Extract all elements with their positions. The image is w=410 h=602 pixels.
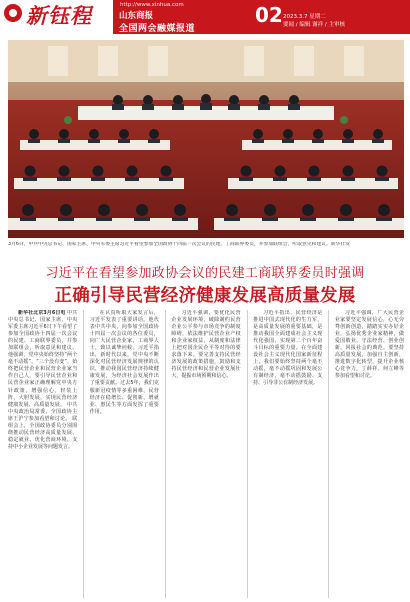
column-divider	[165, 310, 166, 598]
column-divider	[328, 310, 329, 598]
page-number: 02	[255, 3, 283, 27]
article-column-5	[335, 310, 404, 598]
article-column-2	[90, 310, 159, 598]
article-column-4	[253, 310, 322, 598]
main-headline: 正确引导民营经济健康发展高质量发展	[54, 286, 356, 306]
photo-caption: 3月6日，中共中央总书记、国家主席、中央军委主席习近平看望参加全国政协十四届一次会议的民建、工商联界委员，并参加联组会，听取意见和建议。新华社发	[8, 242, 350, 247]
issue-date: 2023.3.7 星期二	[283, 14, 326, 20]
headline-kicker: 习近平在看望参加政协会议的民建工商联界委员时强调	[45, 266, 365, 281]
article-body	[8, 310, 404, 598]
article-text-5: 习近平强调，广大民营企业家要坚定发展信心，心无旁骛创新创造，踏踏实实办好企业，弘扬优秀企业家精神，做爱国敬业、守法经营、创业创新、回报社会的典范。要坚持高质量发展，加强自主创新，推进数字化转型，提升企业核心竞争力。丁薛祥、何立峰等参加看望和讨论。	[334, 310, 405, 380]
newspaper-logo: 新钰程	[26, 3, 92, 28]
masthead	[0, 0, 410, 34]
section-banner-title: 全国两会融媒报道	[119, 24, 196, 34]
column-divider	[247, 310, 248, 598]
article-text-3: 习近平强调，要优化民营企业发展环境，破除制约民营企业公平参与市场竞争的制度障碍，依法维护民营企业产权和企业家权益，从制度和法律上把对国企民企平等对待的要求落下来。要完善支持民营经济发展的政策措施，鼓励和支持民营经济和民营企业发展壮大，提振市场预期和信心。	[171, 310, 241, 380]
site-url[interactable]: http://www.xinhua.com	[120, 2, 184, 8]
edition-info: 要闻 / 编辑 谢祥 / 主审核	[283, 22, 345, 28]
brand-label: 山东商报	[119, 11, 154, 21]
meeting-hall-illustration	[8, 40, 404, 238]
article-column-3	[171, 310, 240, 598]
article-text-1: 中共中央总书记、国家主席、中央军委主席习近平6日下午看望了参加全国政协十四届一次会议的民建、工商联界委员，并参加联组会，听取意见和建议。他强调，党中央始终坚持“两个毫不动摇”、“三个没有变”，始终把民营企业和民营企业家当作自己人，要引导民营企业和民营企业家正确理解党中央方针政策，增强信心，轻装上阵，大胆发展，实现民营经济健康发展、高质量发展。 中共中央政治局常委、全国政协主席王沪宁参加看望和讨论。 联组会上，全国政协委员分别围绕推动民营经济高质量发展、稳定就业、优化营商环境、支持中小企业发展等问题发言。	[8, 310, 78, 450]
meeting-photo	[8, 40, 404, 238]
column-divider	[83, 310, 84, 598]
brand-name	[119, 9, 153, 21]
newspaper-seal-icon	[4, 4, 22, 22]
article-column-1	[8, 310, 77, 598]
article-text-4: 习近平指出，民营经济是推进中国式现代化的生力军，是高质量发展的重要基础，是推动我国全面建成社会主义现代化强国、实现第二个百年奋斗目标的重要力量。在全面建设社会主义现代化国家新征程上，我们要始终坚持两个毫不动摇，毫不动摇巩固和发展公有制经济，毫不动摇鼓励、支持、引导非公有制经济发展。	[253, 310, 323, 387]
article-byline: 新华社北京3月6日电	[18, 310, 66, 316]
article-text-2: 在认真听取大家发言后，习近平发表了重要讲话。他代表中共中央，向参加全国政协十四届一次会议的各位委员，向广大民营企业家、工商界人士，致以诚挚问候。习近平指出，新时代以来，党中央不断深化对民营经济发展规律的认识，推动我国民营经济持续健康发展，为经济社会发展作出了重要贡献。过去5年，我们克服新冠疫情等多重困难，民营经济在稳增长、促创新、增就业、惠民生等方面发挥了重要作用。	[89, 310, 159, 415]
